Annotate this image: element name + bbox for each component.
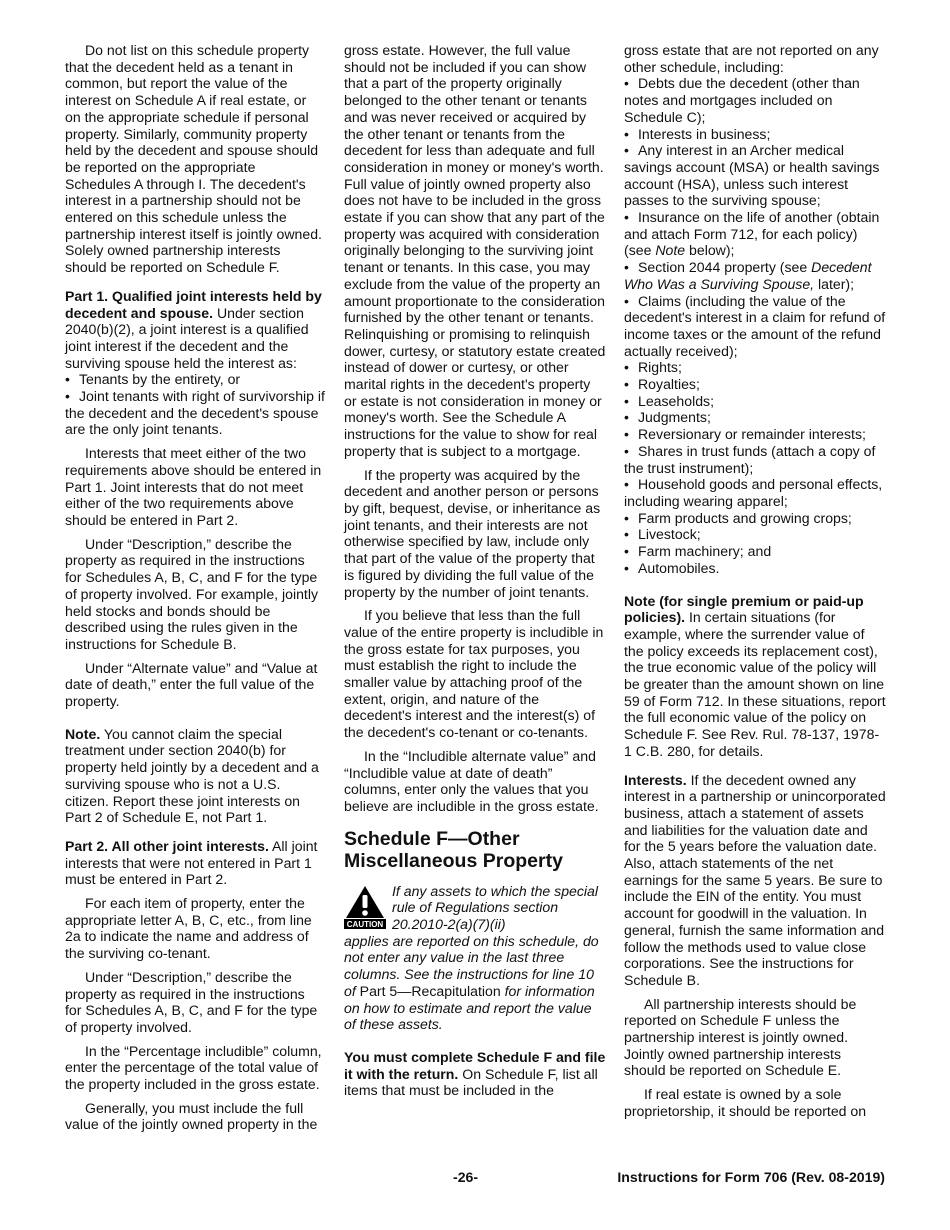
paragraph: In the “Percentage includible” column, enter the percentage of the total value of the property included in the gross estate. [65, 1042, 322, 1093]
column-middle [344, 42, 606, 1106]
page-number: -26- [453, 1169, 479, 1185]
part2-paragraph [65, 838, 325, 888]
paragraph: gross estate that are not reported on any other schedule, including: [624, 42, 879, 75]
schedule-f-items-list [624, 75, 886, 576]
list-item: • Any interest in an Archer medical savings account (MSA) or health savings account (HSA), unless such interest passes to the surviving spouse; [624, 142, 886, 209]
note-text: You cannot claim the special treatment under section 2040(b) for property held jointly by a decedent and a surviving spouse who is not a U.S. citizen. Report these joint interests on Part 2 of Schedule E, not Part 1. [65, 725, 319, 826]
must-text: On Schedule F, list all items that must be included in the [344, 1065, 598, 1099]
paragraph: Under “Alternate value” and “Value at date of death,” enter the full value of the property. [65, 659, 318, 710]
list-item: • Farm machinery; and [624, 543, 886, 560]
item-text: below); [685, 242, 735, 259]
paragraph: If real estate is owned by a sole proprietorship, it should be reported on [624, 1086, 867, 1119]
list-item: • Judgments; [624, 409, 886, 426]
section-heading: Schedule F—Other Miscellaneous Property [344, 827, 563, 872]
list-item: • Livestock; [624, 526, 886, 543]
list-item [624, 209, 886, 259]
item-emphasis: Decedent Who Was a Surviving Spouse, [624, 259, 872, 292]
item-text: later); [814, 275, 855, 292]
footer-title: Instructions for Form 706 (Rev. 08-2019) [617, 1169, 885, 1185]
note-text: In certain situations (for example, where the surrender value of the policy exceeds its replacement cost), the true economic value of the policy will be greater than the amount shown on line 59 of Form 712. In these situations, report the full economic value of the policy on Schedule F. See Rev. Rul. 78-137, 1978-1 C.B. 280, for details. [624, 609, 886, 759]
paragraph: Do not list on this schedule property that the decedent held as a tenant in common, but report the value of the interest on Schedule A if real estate, or on the appropriate schedule if personal property. Similarly, community property held by the decedent and spouse should be reported on the appropriate Schedules A through I. The decedent's interest in a partnership should not be entered on this schedule unless the partnership interest itself is jointly owned. Solely owned partnership interests should be reported on Schedule F. [65, 42, 322, 276]
caution-block [344, 883, 606, 933]
paragraph: All partnership interests should be reported on Schedule F unless the partnership interest is jointly owned. Jointly owned partnership interests should be reported on Schedule E. [624, 995, 857, 1079]
caution-text-part: for information on how to estimate and report the value of these assets. [344, 982, 595, 1033]
note-paragraph [65, 726, 325, 826]
paragraph: Under “Description,” describe the property as required in the instructions for Schedules A, B, C, and F for the type of property involved. For example, jointly held stocks and bonds should be described using the rules given in the instructions for Schedule B. [65, 535, 319, 652]
paragraph: gross estate. However, the full value should not be included if you can show that a part of the property originally belonged to the other tenant or tenants and was never received or acquired by the other tenant or tenants from the decedent for less than adequate and full consideration in money or money's worth. Full value of jointly owned property also does not have to be included in the gross estate if you can show that any part of the property was acquired with consideration originally belonging to the surviving joint tenant or tenants. In this case, you may exclude from the value of the property an amount proportionate to the consideration furnished by the other tenant or tenants. Relinquishing or promising to relinquish dower, curtesy, or statutory estate created instead of dower or curtesy, or other marital rights in the decedent's property or estate is not consideration in money or money's worth. See the Schedule A instructions for the value to show for real property that is subject to a mortgage. [344, 42, 606, 459]
paragraph: For each item of property, enter the appropriate letter A, B, C, etc., from line 2a to indicate the name and address of the surviving co-tenant. [65, 895, 312, 962]
list-item: • Household goods and personal effects, including wearing apparel; [624, 476, 886, 509]
interests-paragraph [624, 772, 886, 989]
list-item: • Tenants by the entirety, or [65, 371, 325, 388]
must-paragraph [344, 1049, 606, 1099]
caution-text: If any assets to which the special rule of Regulations section 20.2010-2(a)(7)(ii) [392, 882, 599, 933]
list-item: • Rights; [624, 359, 886, 376]
caution-label: CAUTION [346, 919, 384, 929]
paragraph: Interests that meet either of the two requirements above should be entered in Part 1. Joint interests that do not meet either of the two requirements above should be entered in Part 2. [65, 445, 322, 528]
caution-icon [344, 885, 386, 929]
column-left [65, 42, 325, 1140]
caution-reference: Part 5—Recapitulation [359, 982, 501, 999]
note-paragraph [624, 593, 886, 760]
list-item: • Claims (including the value of the decedent's interest in a claim for refund of income taxes or the amount of the refund actually received); [624, 293, 886, 360]
part1-heading: Part 1. Qualified joint interests held by decedent and spouse. [65, 287, 322, 321]
page-footer [0, 1169, 950, 1189]
paragraph: Under “Description,” describe the property as required in the instructions for Schedules A, B, C, and F for the type of property involved. [65, 968, 318, 1035]
item-text: Insurance on the life of another (obtain and attach Form 712, for each policy) (see [624, 209, 880, 259]
must-heading: You must complete Schedule F and file it with the return. [344, 1048, 606, 1082]
item-text: Section 2044 property (see [638, 259, 812, 276]
paragraph: If the property was acquired by the decedent and another person or persons by gift, bequest, devise, or inheritance as joint tenants, and their interests are not otherwise specified by law, include only that part of the value of the property that is figured by dividing the full value of the property by the number of joint tenants. [344, 466, 601, 600]
caution-continued [344, 933, 606, 1033]
part2-text: All joint interests that were not entered in Part 1 must be entered in Part 2. [65, 837, 318, 888]
list-item: • Debts due the decedent (other than notes and mortgages included on Schedule C); [624, 75, 886, 125]
qualified-interest-list [65, 371, 325, 438]
item-emphasis: Note [655, 242, 686, 259]
note-heading: Note (for single premium or paid-up policies). [624, 592, 864, 626]
list-item: • Automobiles. [624, 560, 886, 577]
list-item: • Joint tenants with right of survivorship if the decedent and the decedent's spouse are the only joint tenants. [65, 388, 325, 438]
list-item: • Interests in business; [624, 126, 886, 143]
list-item: • Leaseholds; [624, 393, 886, 410]
interests-text: If the decedent owned any interest in a partnership or unincorporated business, attach a statement of assets and liabilities for the valuation date and for the 5 years before the valuation date. Also, attach statements of the net earnings for the same 5 years. Be sure to include the EIN of the entity. You must account for goodwill in the valuation. In general, furnish the same information and follow the methods used to value close corporations. See the instructions for Schedule B. [624, 771, 886, 988]
note-heading: Note. [65, 725, 101, 742]
list-item: • Shares in trust funds (attach a copy of the trust instrument); [624, 443, 886, 476]
list-item: • Royalties; [624, 376, 886, 393]
paragraph: If you believe that less than the full value of the entire property is includible in the gross estate for tax purposes, you must establish the right to include the smaller value by attaching proof of the extent, origin, and nature of the decedent's interest and the interest(s) of the decedent's co-tenant or co-tenants. [344, 607, 604, 741]
paragraph: In the “Includible alternate value” and “Includible value at date of death” columns, enter only the values that you believe are includible in the gross estate. [344, 747, 599, 814]
interests-heading: Interests. [624, 771, 687, 788]
part2-heading: Part 2. All other joint interests. [65, 837, 269, 854]
list-item: • Farm products and growing crops; [624, 510, 886, 527]
caution-text-part: applies are reported on this schedule, do not enter any value in the last three columns. See the instructions for line 10 of [344, 932, 599, 999]
part1-text: Under section 2040(b)(2), a joint interest is a qualified joint interest if the decedent and the surviving spouse held the interest as: [65, 304, 309, 371]
list-item [624, 259, 886, 292]
paragraph: Generally, you must include the full value of the jointly owned property in the [65, 1099, 318, 1133]
column-right [624, 42, 886, 1127]
list-item: • Reversionary or remainder interests; [624, 426, 886, 443]
part1-paragraph [65, 288, 325, 372]
